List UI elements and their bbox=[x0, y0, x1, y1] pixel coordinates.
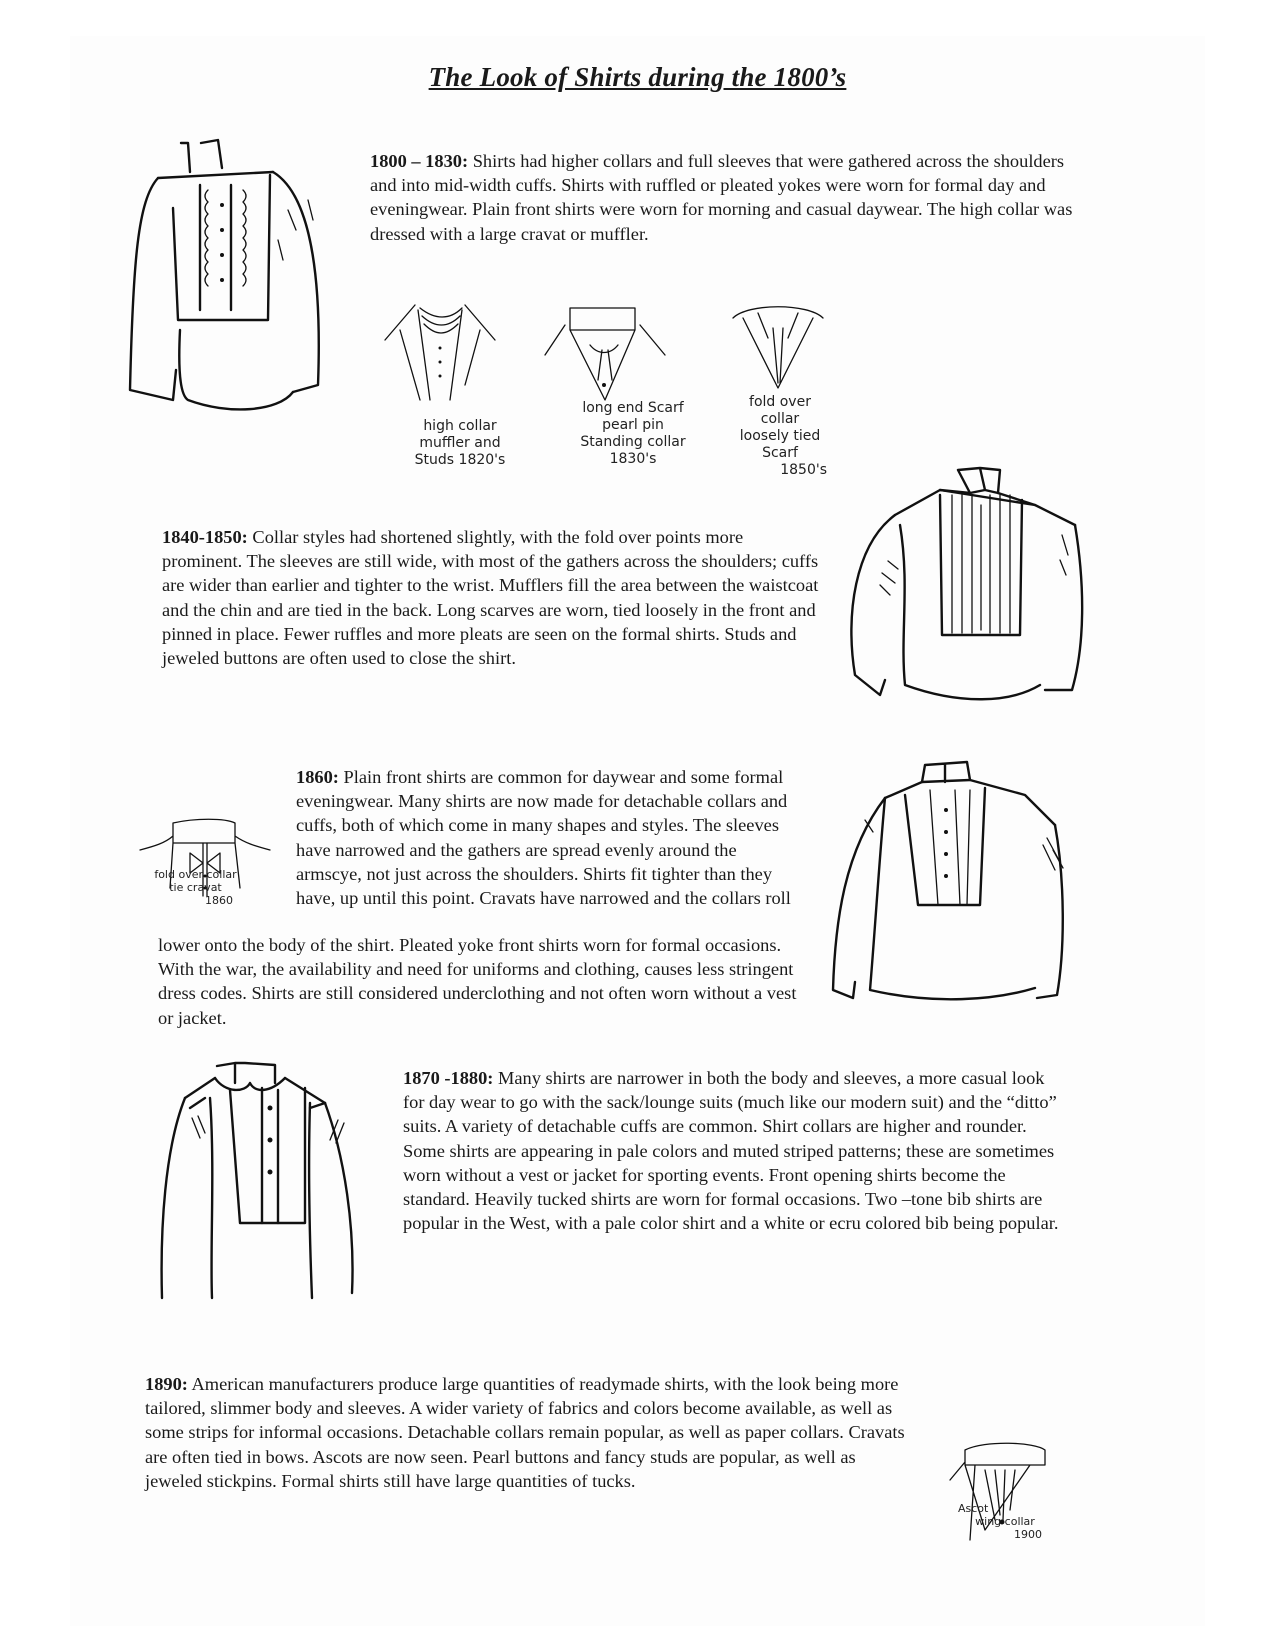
caption-1860-cravat: fold over collar tie cravat 1860 bbox=[154, 868, 237, 907]
section-text-wrapped: Plain front shirts are common for daywear and some formal eveningwear. Many shirts are now made for detachable collars and cuffs, both of which come in many shapes and styles. The sleeves have narrowed and the gathers are spread evenly around the armscye, not just across the shoulders. Shirts fit tighter than they have, up until this point. Cravats have narrowed and the collars roll bbox=[296, 767, 791, 909]
pleated-yoke-shirt-illustration bbox=[825, 750, 1075, 1015]
section-1800-1830 bbox=[370, 149, 1090, 246]
ruffled-shirt-illustration bbox=[118, 130, 338, 410]
fold-over-collar-scarf-sketch bbox=[728, 298, 828, 398]
caption-ascot-wing-collar: Ascot wing collar 1900 bbox=[958, 1502, 1042, 1541]
high-collar-muffler-sketch bbox=[380, 300, 500, 410]
caption-long-end-scarf: long end Scarf pearl pin Standing collar 1830's bbox=[580, 400, 686, 467]
section-heading: 1860: bbox=[296, 767, 339, 787]
section-1860 bbox=[296, 765, 796, 910]
section-heading: 1840-1850: bbox=[162, 527, 248, 547]
long-end-scarf-sketch bbox=[540, 300, 670, 410]
section-heading: 1870 -1880: bbox=[403, 1068, 494, 1088]
section-1860-continued bbox=[158, 933, 808, 1030]
section-heading: 1890: bbox=[145, 1374, 188, 1394]
caption-high-collar: high collar muffler and Studs 1820's bbox=[414, 418, 506, 468]
section-text: Shirts had higher collars and full sleeves that were gathered across the shoulders and into mid-width cuffs. Shirts with ruffled or pleated yokes were worn for formal day and eveningwear. Plain front shirts were worn for morning and casual daywear. The high collar was dressed with a large cravat or muffler. bbox=[370, 151, 1073, 244]
section-text: Collar styles had shortened slightly, with the fold over points more prominent. The sleeves are still wide, with most of the gathers across the shoulders; cuffs are wider than earlier and tighter to the wrist. Mufflers fill the area between the waistcoat and the chin and are tied in the back. Long scarves are worn, tied loosely in the front and pinned in place. Fewer ruffles and more pleats are seen on the formal shirts. Studs and jeweled buttons are often used to close the shirt. bbox=[162, 527, 819, 669]
section-1890 bbox=[145, 1372, 905, 1493]
section-text: Many shirts are narrower in both the body and sleeves, a more casual look for day wear to go with the sack/lounge suits (much like our modern suit) and the “ditto” suits. A variety of detachable cuffs are common. Shirt collars are higher and rounder. Some shirts are appearing in pale colors and muted striped patterns; these are sometimes worn without a vest or jacket for sporting events. Front opening shirts become the standard. Heavily tucked shirts are worn for formal occasions. Two –tone bib shirts are popular in the West, with a pale color shirt and a white or ecru colored bib being popular. bbox=[403, 1068, 1059, 1234]
bib-front-shirt-illustration bbox=[150, 1048, 365, 1303]
section-text-continued: lower onto the body of the shirt. Pleated yoke front shirts worn for formal occasions. With the war, the availability and need for uniforms and clothing, causes less stringent dress codes. Shirts are still considered underclothing and not often worn without a vest or jacket. bbox=[158, 935, 797, 1028]
section-text: American manufacturers produce large quantities of readymade shirts, with the look being more tailored, slimmer body and sleeves. A wider variety of fabrics and colors become available, as well as some strips for informal occasions. Detachable collars remain popular, as well as paper collars. Cravats are often tied in bows. Ascots are now seen. Pearl buttons and fancy studs are popular, as well as jeweled stickpins. Formal shirts still have large quantities of tucks. bbox=[145, 1374, 905, 1491]
section-1870-1880 bbox=[403, 1066, 1068, 1235]
section-heading: 1800 – 1830: bbox=[370, 151, 469, 171]
section-1840-1850 bbox=[162, 525, 822, 670]
pleated-shirt-illustration bbox=[840, 465, 1080, 710]
page-title: The Look of Shirts during the 1800’s bbox=[428, 62, 847, 92]
caption-fold-over-scarf: fold over collar loosely tied Scarf 1850's bbox=[739, 394, 827, 478]
